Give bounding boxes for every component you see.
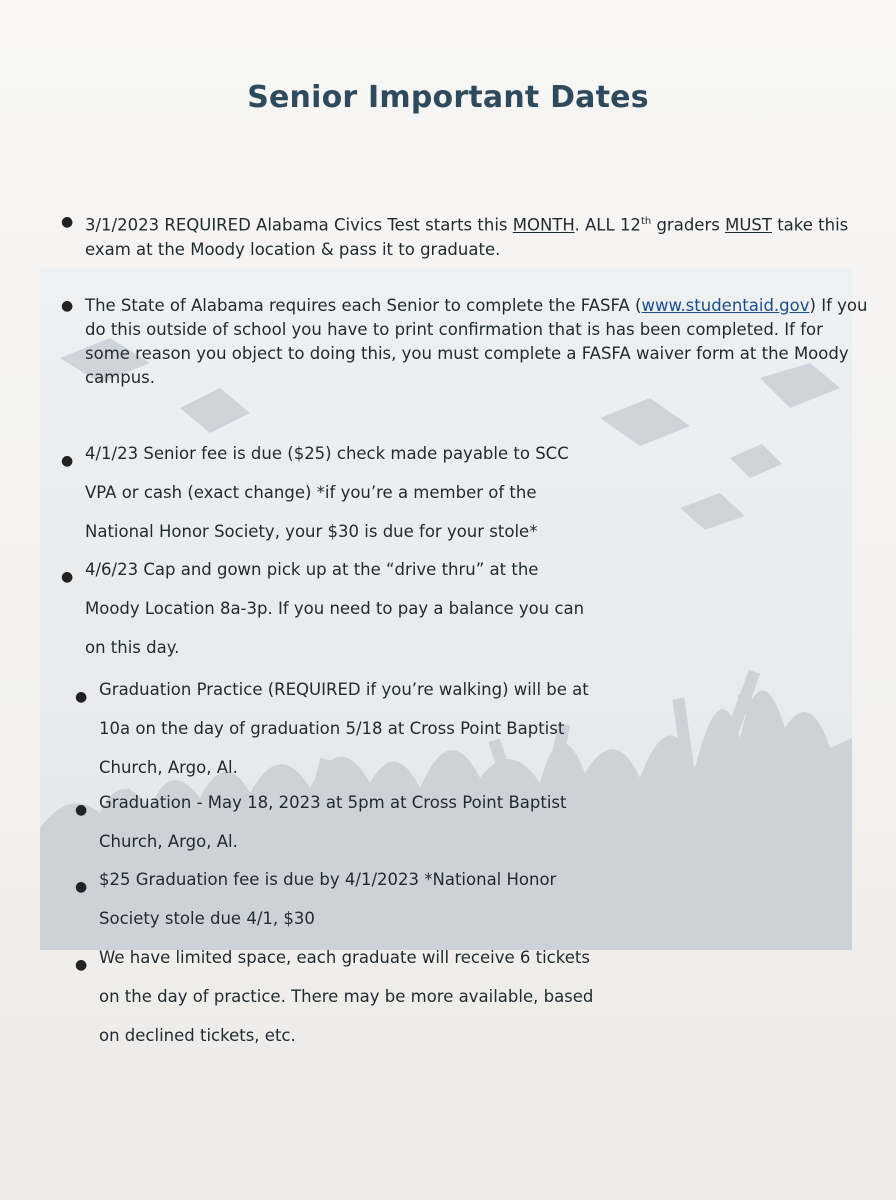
superscript: th — [640, 216, 652, 227]
item-line: Moody Location 8a-3p. If you need to pay a balance you can — [85, 599, 585, 618]
list-item — [61, 210, 872, 262]
bullet-icon: ● — [61, 453, 74, 469]
item-line: $25 Graduation fee is due by 4/1/2023 *National Honor — [99, 870, 557, 889]
item-line: National Honor Society, your $30 is due for your stole* — [85, 522, 538, 541]
item-line: Church, Argo, Al. — [99, 832, 238, 851]
item-line: Graduation Practice (REQUIRED if you’re walking) will be at — [99, 680, 589, 699]
list-item — [75, 938, 872, 1055]
item-line: We have limited space, each graduate will receive 6 tickets — [99, 948, 590, 967]
item-text: take this exam at the Moody location & pass it to graduate. — [85, 215, 849, 259]
item-text: Alabama Civics Test starts this — [256, 215, 508, 235]
list-item — [61, 550, 872, 667]
page-title: Senior Important Dates — [247, 80, 649, 115]
item-line: 4/1/23 Senior fee is due ($25) check made payable to SCC — [85, 444, 569, 463]
bullet-icon: ● — [61, 298, 74, 314]
bullet-icon: ● — [75, 957, 88, 973]
item-line: on declined tickets, etc. — [99, 1026, 296, 1045]
item-text: ) If you do this outside of school you have to print confirmation that is has been completed. If for some reason you object to doing this, you must complete a FASFA waiver form at the Moody campus. — [85, 296, 868, 387]
bullet-icon: ● — [61, 214, 74, 230]
item-line: Society stole due 4/1, $30 — [99, 909, 315, 928]
item-line: 10a on the day of graduation 5/18 at Cross Point Baptist — [99, 719, 565, 738]
required-label: REQUIRED — [164, 215, 251, 235]
list-item — [75, 783, 872, 861]
item-line: on this day. — [85, 638, 180, 657]
item-text: ( — [635, 296, 642, 315]
bullet-icon: ● — [75, 802, 88, 818]
list-item — [61, 294, 872, 390]
item-text: graders — [656, 215, 720, 235]
studentaid-link[interactable]: www.studentaid.gov — [641, 296, 810, 315]
item-line: VPA or cash (exact change) *if you’re a member of the — [85, 483, 537, 502]
item-line: Church, Argo, Al. — [99, 758, 238, 777]
must-emphasis: MUST — [725, 215, 772, 235]
bullet-icon: ● — [75, 879, 88, 895]
bullet-icon: ● — [61, 569, 74, 585]
item-text: . ALL 12 — [574, 215, 641, 235]
flying-cap-shape — [180, 388, 250, 433]
list-item — [75, 670, 872, 787]
item-line: on the day of practice. There may be more available, based — [99, 987, 594, 1006]
list-item — [75, 860, 872, 938]
bullet-icon: ● — [75, 689, 88, 705]
list-item — [61, 434, 872, 551]
item-date: 3/1/2023 — [85, 215, 160, 235]
item-line: Graduation - May 18, 2023 at 5pm at Cross Point Baptist — [99, 793, 567, 812]
item-text: The State of Alabama requires each Senior to complete the FASFA — [85, 296, 630, 315]
item-line: 4/6/23 Cap and gown pick up at the “drive thru” at the — [85, 560, 539, 579]
month-emphasis: MONTH — [512, 215, 575, 235]
